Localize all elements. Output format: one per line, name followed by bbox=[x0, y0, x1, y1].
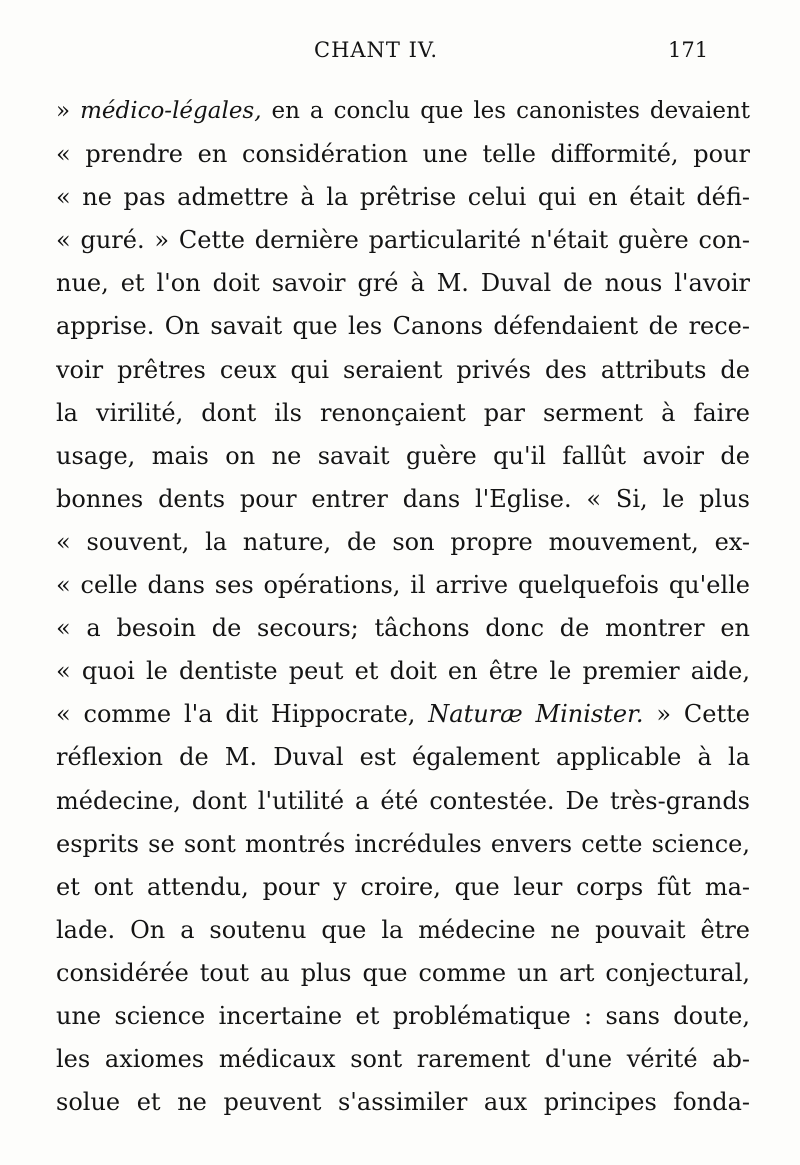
text-line: nue, et l'on doit savoir gré à M. Duval de nous l'avoir bbox=[56, 269, 750, 298]
text-line: apprise. On savait que les Canons défendaient de rece- bbox=[56, 312, 750, 341]
text-line: bonnes dents pour entrer dans l'Eglise. « Si, le plus bbox=[56, 484, 750, 513]
text-line: » médico-légales, en a conclu que les canonistes devaient bbox=[56, 98, 750, 124]
text-line: réflexion de M. Duval est également applicable à la bbox=[56, 743, 750, 772]
text-line: « quoi le dentiste peut et doit en être le premier aide, bbox=[56, 657, 750, 686]
text-line: la virilité, dont ils renonçaient par serment à faire bbox=[56, 398, 750, 427]
text-line: esprits se sont montrés incrédules envers cette science, bbox=[56, 829, 750, 858]
text-line: « ne pas admettre à la prêtrise celui qui en était défi- bbox=[56, 183, 750, 212]
text-line: les axiomes médicaux sont rarement d'une vérité ab- bbox=[56, 1045, 750, 1074]
text-line: « souvent, la nature, de son propre mouvement, ex- bbox=[56, 527, 750, 556]
text-line: et ont attendu, pour y croire, que leur corps fût ma- bbox=[56, 872, 750, 901]
text-line: « comme l'a dit Hippocrate, Naturæ Minister. » Cette bbox=[56, 700, 750, 729]
chapter-title: CHANT IV. bbox=[314, 38, 439, 62]
text-line: lade. On a soutenu que la médecine ne pouvait être bbox=[56, 915, 750, 944]
text-line: médecine, dont l'utilité a été contestée. De très-grands bbox=[56, 786, 750, 815]
text-line: voir prêtres ceux qui seraient privés des attributs de bbox=[56, 355, 750, 384]
text-line: solue et ne peuvent s'assimiler aux principes fonda- bbox=[56, 1088, 750, 1117]
text-line: considérée tout au plus que comme un art conjectural, bbox=[56, 958, 750, 987]
text-line: « a besoin de secours; tâchons donc de montrer en bbox=[56, 614, 750, 643]
text-line: « prendre en considération une telle difformité, pour bbox=[56, 140, 750, 169]
body-text bbox=[56, 90, 750, 1124]
text-line: « guré. » Cette dernière particularité n'était guère con- bbox=[56, 226, 750, 255]
text-line: une science incertaine et problématique : sans doute, bbox=[56, 1001, 750, 1030]
text-line: « celle dans ses opérations, il arrive quelquefois qu'elle bbox=[56, 571, 750, 600]
text-line: usage, mais on ne savait guère qu'il fallût avoir de bbox=[56, 441, 750, 470]
running-head bbox=[0, 38, 800, 72]
page-number: 171 bbox=[668, 38, 709, 62]
